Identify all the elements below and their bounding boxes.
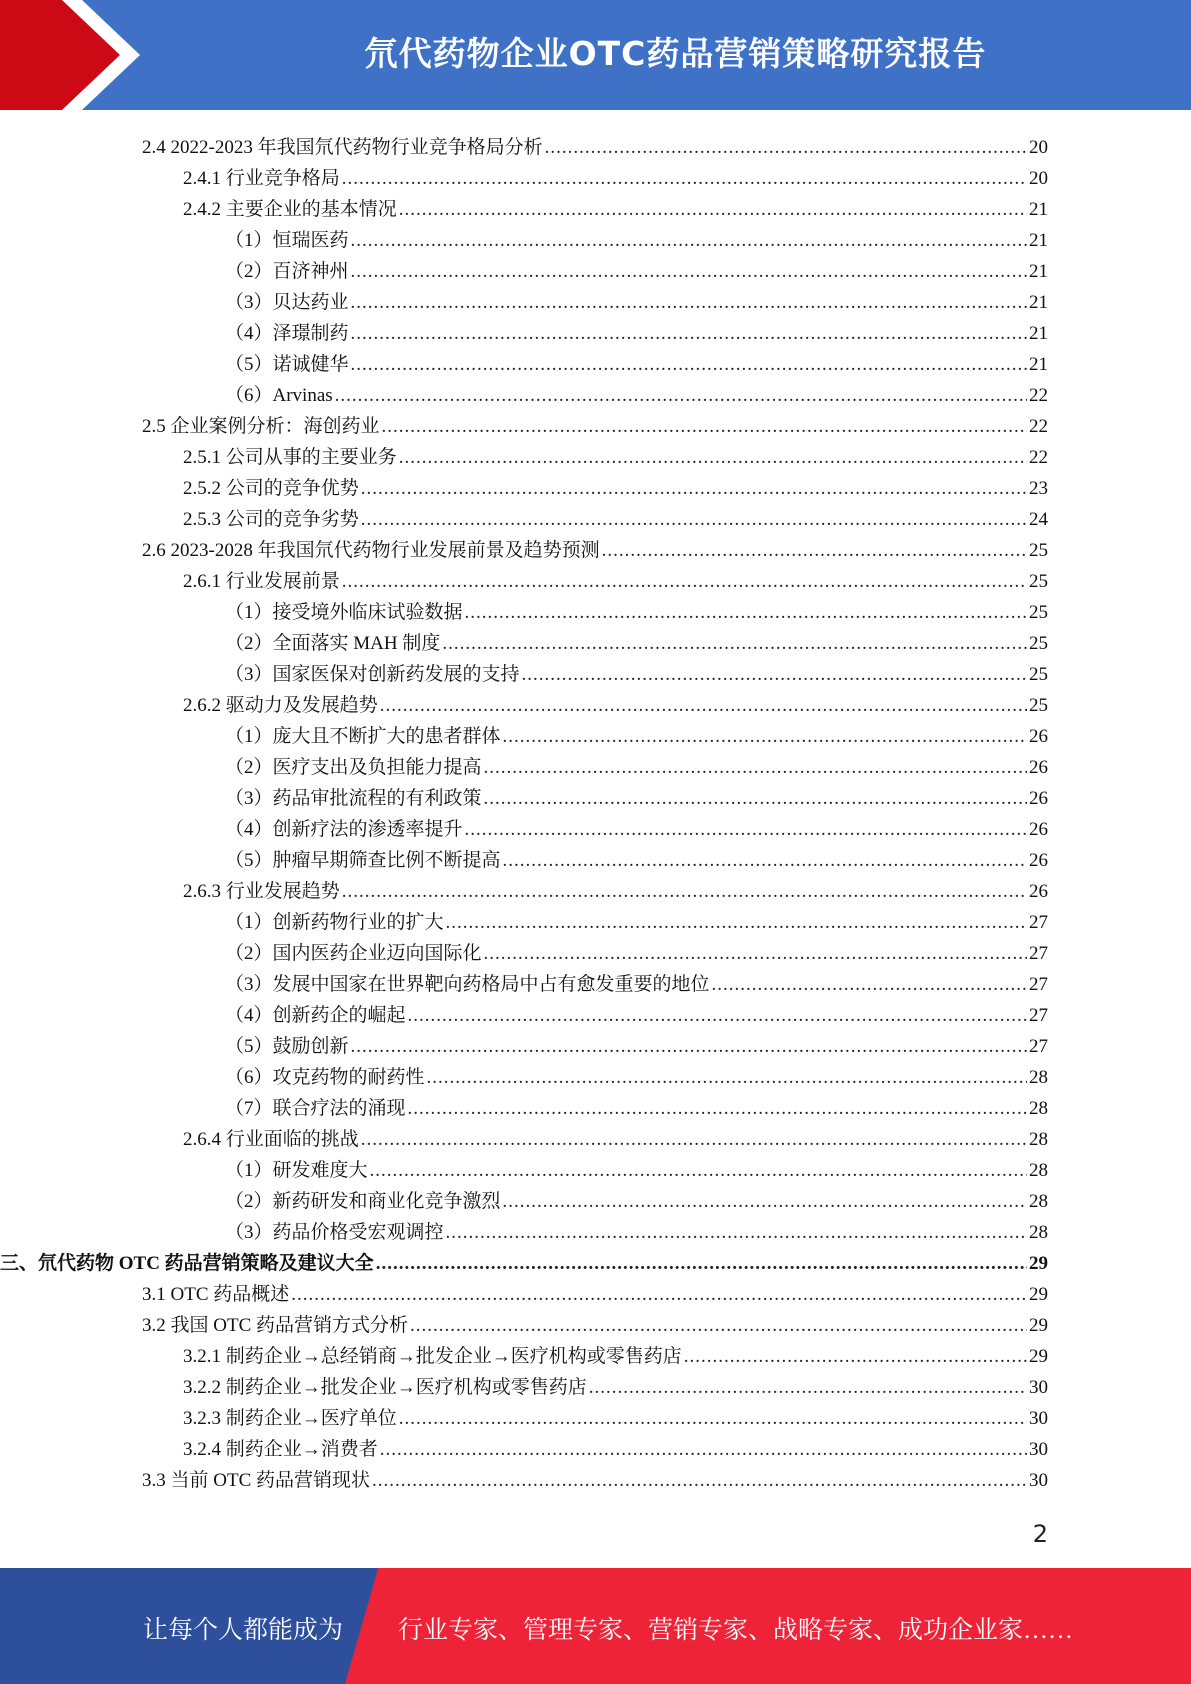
- toc-leader-dots: [351, 261, 1027, 283]
- toc-entry[interactable]: [0, 1182, 1048, 1213]
- toc-entry-page: 29: [1029, 1253, 1048, 1274]
- toc-leader-dots: [351, 1036, 1027, 1058]
- toc-entry-page: 20: [1029, 137, 1048, 158]
- toc-entry[interactable]: [0, 438, 1048, 469]
- toc-entry-label: （1）庞大且不断扩大的患者群体: [225, 726, 501, 747]
- toc-entry-label: 2.6.1 行业发展前景: [183, 571, 340, 592]
- toc-entry-page: 25: [1029, 602, 1048, 623]
- footer-slogan-right: 行业专家、管理专家、营销专家、战略专家、成功企业家……: [398, 1617, 1074, 1644]
- toc-leader-dots: [382, 416, 1027, 438]
- toc-leader-dots: [380, 1439, 1027, 1461]
- toc-entry-label: （3）药品价格受宏观调控: [225, 1222, 444, 1243]
- toc-leader-dots: [342, 168, 1027, 190]
- toc-entry-label: （5）肿瘤早期筛查比例不断提高: [225, 850, 501, 871]
- toc-entry[interactable]: [0, 996, 1048, 1027]
- toc-leader-dots: [351, 323, 1027, 345]
- toc-leader-dots: [465, 819, 1027, 841]
- toc-leader-dots: [684, 1346, 1027, 1368]
- toc-entry-label: 2.5 企业案例分析：海创药业: [142, 416, 380, 437]
- toc-entry-label: （5）鼓励创新: [225, 1036, 349, 1057]
- toc-entry-page: 30: [1029, 1408, 1048, 1429]
- toc-entry[interactable]: [0, 717, 1048, 748]
- footer-banner: [0, 1568, 1191, 1684]
- toc-entry[interactable]: [0, 686, 1048, 717]
- toc-entry[interactable]: [0, 1399, 1048, 1430]
- toc-entry[interactable]: [0, 593, 1048, 624]
- toc-entry-label: （3）药品审批流程的有利政策: [225, 788, 482, 809]
- toc-entry-label: （4）泽璟制药: [225, 323, 349, 344]
- toc-entry[interactable]: [0, 1213, 1048, 1244]
- toc-entry[interactable]: [0, 624, 1048, 655]
- toc-entry-page: 22: [1029, 447, 1048, 468]
- toc-entry-label: （1）创新药物行业的扩大: [225, 912, 444, 933]
- toc-leader-dots: [427, 1067, 1027, 1089]
- toc-entry[interactable]: [0, 500, 1048, 531]
- toc-entry-page: 25: [1029, 571, 1048, 592]
- toc-entry-page: 27: [1029, 912, 1048, 933]
- toc-leader-dots: [361, 1129, 1027, 1151]
- toc-entry-page: 26: [1029, 881, 1048, 902]
- toc-entry-label: 3.2.4 制药企业→消费者: [183, 1439, 378, 1460]
- toc-entry-page: 29: [1029, 1315, 1048, 1336]
- toc-entry[interactable]: [0, 1027, 1048, 1058]
- toc-entry[interactable]: [0, 1461, 1048, 1492]
- toc-leader-dots: [484, 943, 1027, 965]
- toc-entry[interactable]: [0, 1244, 1048, 1275]
- toc-entry-label: （6）攻克药物的耐药性: [225, 1067, 425, 1088]
- toc-leader-dots: [465, 602, 1027, 624]
- toc-entry-label: （3）发展中国家在世界靶向药格局中占有愈发重要的地位: [225, 974, 710, 995]
- toc-entry[interactable]: [0, 159, 1048, 190]
- toc-entry[interactable]: [0, 1275, 1048, 1306]
- toc-entry-label: （4）创新疗法的渗透率提升: [225, 819, 463, 840]
- toc-entry-page: 29: [1029, 1284, 1048, 1305]
- toc-entry[interactable]: [0, 376, 1048, 407]
- toc-leader-dots: [712, 974, 1027, 996]
- toc-entry-page: 27: [1029, 943, 1048, 964]
- toc-leader-dots: [376, 1253, 1027, 1275]
- toc-entry-page: 25: [1029, 664, 1048, 685]
- toc-entry-page: 26: [1029, 788, 1048, 809]
- toc-entry-page: 21: [1029, 323, 1048, 344]
- toc-entry-page: 21: [1029, 292, 1048, 313]
- toc-leader-dots: [351, 292, 1027, 314]
- toc-entry-label: 3.1 OTC 药品概述: [142, 1284, 290, 1305]
- toc-entry-page: 30: [1029, 1470, 1048, 1491]
- toc-leader-dots: [370, 1160, 1027, 1182]
- toc-entry-page: 27: [1029, 1036, 1048, 1057]
- toc-leader-dots: [503, 850, 1027, 872]
- toc-leader-dots: [361, 478, 1027, 500]
- toc-entry-page: 27: [1029, 1005, 1048, 1026]
- toc-entry-page: 20: [1029, 168, 1048, 189]
- toc-entry[interactable]: [0, 345, 1048, 376]
- toc-entry-label: 2.6.3 行业发展趋势: [183, 881, 340, 902]
- toc-leader-dots: [380, 695, 1027, 717]
- toc-entry-page: 28: [1029, 1098, 1048, 1119]
- toc-entry-page: 21: [1029, 354, 1048, 375]
- toc-entry-page: 28: [1029, 1191, 1048, 1212]
- header-banner: [0, 0, 1191, 110]
- toc-entry-page: 24: [1029, 509, 1048, 530]
- footer-slogan-left: 让每个人都能成为: [143, 1617, 344, 1644]
- toc-entry[interactable]: [0, 1337, 1048, 1368]
- toc-entry[interactable]: [0, 469, 1048, 500]
- toc-entry[interactable]: [0, 221, 1048, 252]
- toc-entry-label: （1）恒瑞医药: [225, 230, 349, 251]
- toc-leader-dots: [408, 1098, 1027, 1120]
- toc-entry-label: 2.5.2 公司的竞争优势: [183, 478, 359, 499]
- toc-entry-label: （7）联合疗法的涌现: [225, 1098, 406, 1119]
- toc-entry-label: 3.2.1 制药企业→总经销商→批发企业→医疗机构或零售药店: [183, 1346, 682, 1367]
- toc-entry-label: （5）诺诚健华: [225, 354, 349, 375]
- toc-entry-page: 25: [1029, 633, 1048, 654]
- toc-entry-page: 23: [1029, 478, 1048, 499]
- toc-entry-label: 2.4 2022-2023 年我国氘代药物行业竞争格局分析: [142, 137, 543, 158]
- toc-entry-page: 26: [1029, 726, 1048, 747]
- toc-leader-dots: [589, 1377, 1027, 1399]
- toc-entry-page: 21: [1029, 230, 1048, 251]
- toc-leader-dots: [399, 199, 1027, 221]
- toc-leader-dots: [342, 571, 1027, 593]
- toc-entry-label: （3）贝达药业: [225, 292, 349, 313]
- toc-entry[interactable]: [0, 810, 1048, 841]
- toc-entry-label: 三、氘代药物 OTC 药品营销策略及建议大全: [0, 1253, 374, 1274]
- toc-entry[interactable]: [0, 1368, 1048, 1399]
- toc-entry-page: 29: [1029, 1346, 1048, 1367]
- toc-leader-dots: [399, 447, 1027, 469]
- toc-leader-dots: [361, 509, 1027, 531]
- toc-entry-label: （2）国内医药企业迈向国际化: [225, 943, 482, 964]
- toc-entry-label: （2）百济神州: [225, 261, 349, 282]
- toc-leader-dots: [522, 664, 1027, 686]
- toc-entry-label: （2）全面落实 MAH 制度: [225, 633, 441, 654]
- toc-entry-page: 26: [1029, 819, 1048, 840]
- toc-entry-label: （2）医疗支出及负担能力提高: [225, 757, 482, 778]
- toc-entry[interactable]: [0, 1089, 1048, 1120]
- report-title: 氘代药物企业OTC药品营销策略研究报告: [364, 34, 987, 73]
- toc-entry-label: （3）国家医保对创新药发展的支持: [225, 664, 520, 685]
- toc-entry-page: 30: [1029, 1377, 1048, 1398]
- toc-entry-label: 2.5.3 公司的竞争劣势: [183, 509, 359, 530]
- toc-entry-label: 2.4.1 行业竞争格局: [183, 168, 340, 189]
- toc-entry[interactable]: [0, 1430, 1048, 1461]
- toc-entry-label: 3.2.2 制药企业→批发企业→医疗机构或零售药店: [183, 1377, 587, 1398]
- toc-leader-dots: [372, 1470, 1027, 1492]
- toc-entry[interactable]: [0, 531, 1048, 562]
- toc-entry[interactable]: [0, 655, 1048, 686]
- toc-entry[interactable]: [0, 748, 1048, 779]
- toc-leader-dots: [442, 633, 1027, 655]
- toc-entry[interactable]: [0, 1306, 1048, 1337]
- toc-leader-dots: [399, 1408, 1027, 1430]
- red-chevron-icon: [0, 0, 160, 110]
- toc-entry-page: 30: [1029, 1439, 1048, 1460]
- toc-leader-dots: [484, 788, 1027, 810]
- page-number: 2: [1032, 1520, 1048, 1548]
- toc-entry-label: （4）创新药企的崛起: [225, 1005, 406, 1026]
- toc-entry-label: 3.2 我国 OTC 药品营销方式分析: [142, 1315, 409, 1336]
- toc-entry[interactable]: [0, 283, 1048, 314]
- toc-entry[interactable]: [0, 1058, 1048, 1089]
- toc-entry[interactable]: [0, 407, 1048, 438]
- toc-entry-label: （2）新药研发和商业化竞争激烈: [225, 1191, 501, 1212]
- toc-entry-page: 22: [1029, 385, 1048, 406]
- toc-entry[interactable]: [0, 965, 1048, 996]
- toc-entry[interactable]: [0, 779, 1048, 810]
- toc-entry[interactable]: [0, 1120, 1048, 1151]
- toc-leader-dots: [446, 912, 1027, 934]
- toc-entry-label: 2.4.2 主要企业的基本情况: [183, 199, 397, 220]
- toc-leader-dots: [351, 230, 1027, 252]
- toc-entry[interactable]: [0, 1151, 1048, 1182]
- toc-entry-label: 3.3 当前 OTC 药品营销现状: [142, 1470, 371, 1491]
- toc-entry-page: 28: [1029, 1160, 1048, 1181]
- toc-entry[interactable]: [0, 934, 1048, 965]
- toc-leader-dots: [503, 726, 1027, 748]
- toc-entry-page: 25: [1029, 695, 1048, 716]
- toc-entry-page: 25: [1029, 540, 1048, 561]
- toc-entry[interactable]: [0, 314, 1048, 345]
- toc-entry[interactable]: [0, 903, 1048, 934]
- toc-leader-dots: [410, 1315, 1027, 1337]
- toc-leader-dots: [291, 1284, 1027, 1306]
- toc-entry-label: 2.5.1 公司从事的主要业务: [183, 447, 397, 468]
- toc-leader-dots: [408, 1005, 1027, 1027]
- toc-leader-dots: [602, 540, 1027, 562]
- toc-entry-page: 22: [1029, 416, 1048, 437]
- toc-entry-label: （1）接受境外临床试验数据: [225, 602, 463, 623]
- toc-entry-label: 3.2.3 制药企业→医疗单位: [183, 1408, 397, 1429]
- toc-leader-dots: [545, 137, 1027, 159]
- toc-entry-page: 21: [1029, 261, 1048, 282]
- toc-entry-page: 28: [1029, 1222, 1048, 1243]
- toc-entry[interactable]: [0, 252, 1048, 283]
- toc-entry-page: 21: [1029, 199, 1048, 220]
- toc-leader-dots: [351, 354, 1027, 376]
- toc-entry-page: 28: [1029, 1067, 1048, 1088]
- toc-leader-dots: [484, 757, 1027, 779]
- toc-entry-label: 2.6.2 驱动力及发展趋势: [183, 695, 378, 716]
- toc-leader-dots: [335, 385, 1027, 407]
- toc-entry-label: （6）Arvinas: [225, 385, 333, 406]
- toc-entry-label: （1）研发难度大: [225, 1160, 368, 1181]
- toc-entry-page: 28: [1029, 1129, 1048, 1150]
- toc-entry[interactable]: [0, 562, 1048, 593]
- toc-entry[interactable]: [0, 872, 1048, 903]
- toc-entry-label: 2.6.4 行业面临的挑战: [183, 1129, 359, 1150]
- toc-leader-dots: [342, 881, 1027, 903]
- toc-entry[interactable]: [0, 190, 1048, 221]
- toc-entry-page: 27: [1029, 974, 1048, 995]
- toc-entry-page: 26: [1029, 850, 1048, 871]
- toc-entry[interactable]: [0, 841, 1048, 872]
- toc-entry[interactable]: [0, 128, 1048, 159]
- toc-entry-label: 2.6 2023-2028 年我国氘代药物行业发展前景及趋势预测: [142, 540, 600, 561]
- toc-leader-dots: [446, 1222, 1027, 1244]
- toc-leader-dots: [503, 1191, 1027, 1213]
- toc-entry-page: 26: [1029, 757, 1048, 778]
